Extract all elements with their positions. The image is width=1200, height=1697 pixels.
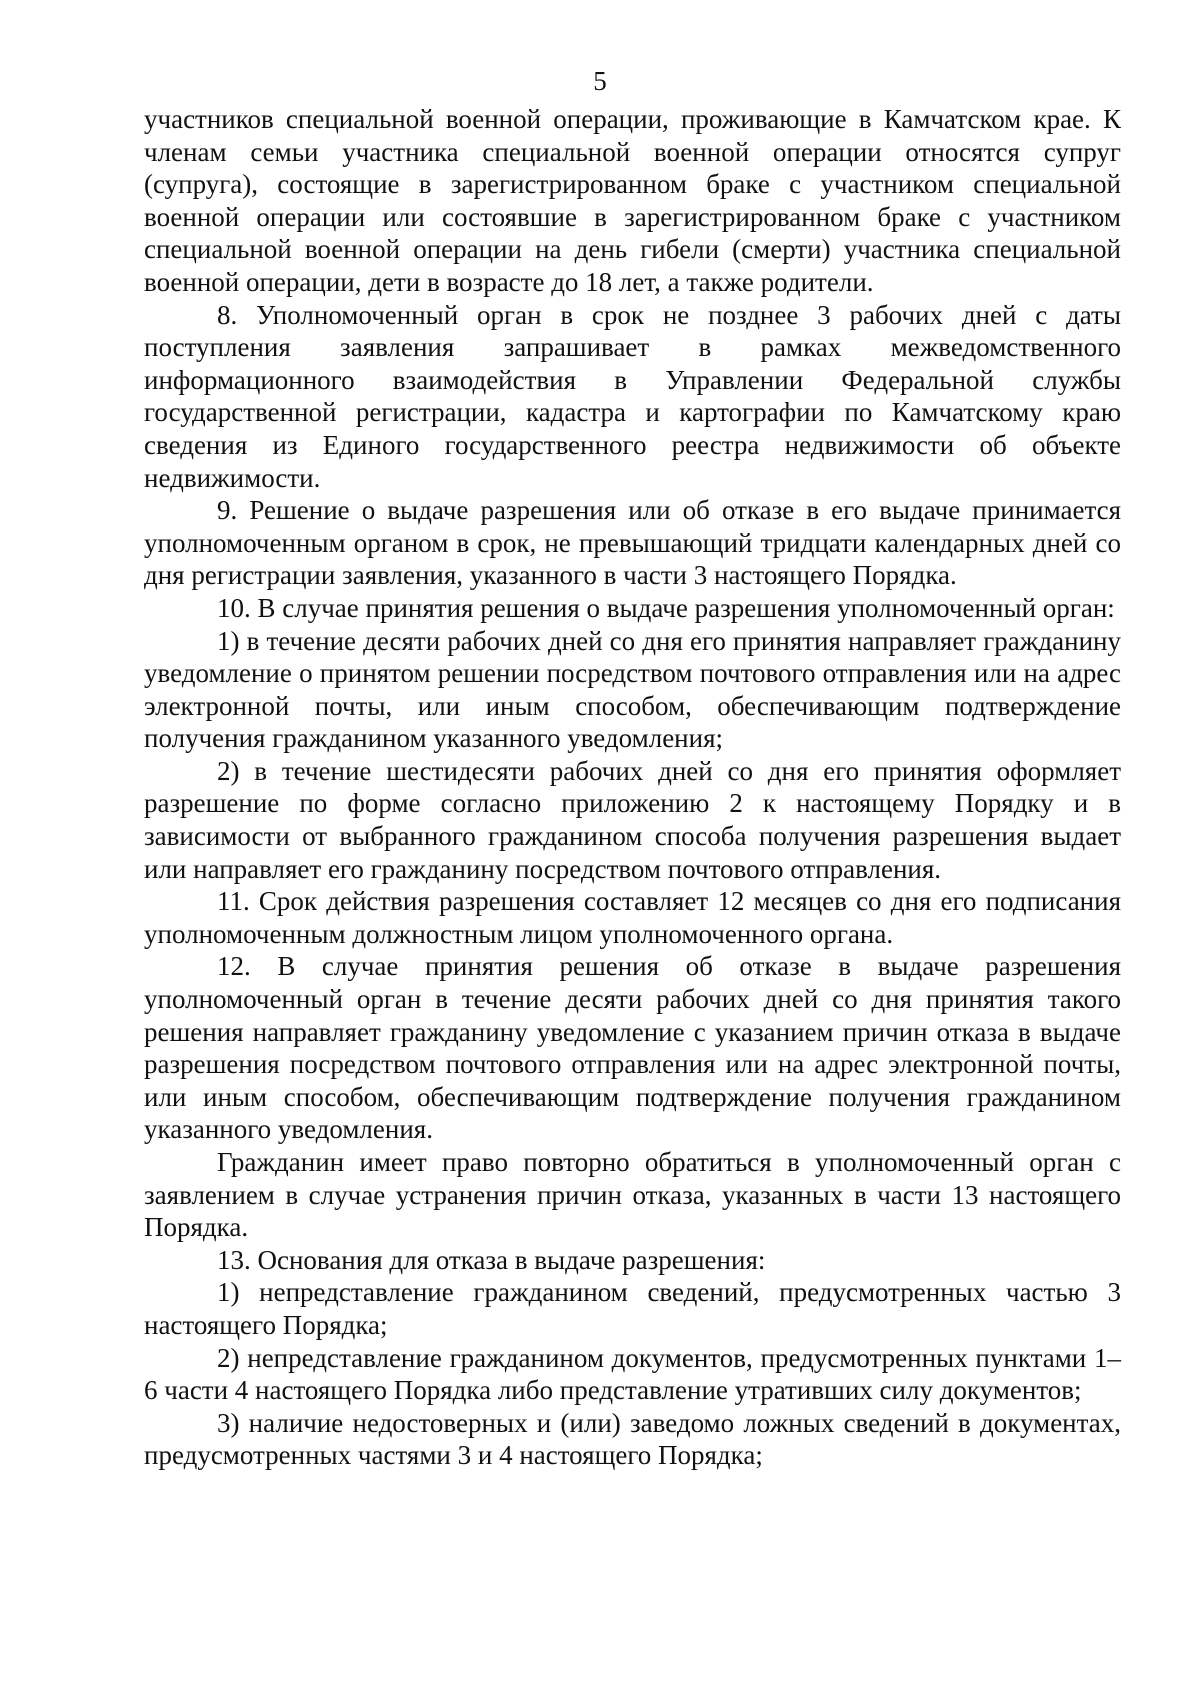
paragraph-reapply: Гражданин имеет право повторно обратиться в уполномоченный орган с заявлением в случае устранения причин отказа, указанных в части 13 настоящего Порядка.	[144, 1147, 1121, 1243]
paragraph-item-8: 8. Уполномоченный орган в срок не позднее 3 рабочих дней с даты поступления заявления запрашивает в рамках межведомственного информационного взаимодействия в Управлении Федеральной службы государственной регистрации, кадастра и картографии по Камчатскому краю сведения из Единого государственного реестра недвижимости об объекте недвижимости.	[144, 299, 1121, 493]
page-number: 5	[593, 66, 607, 96]
paragraph-item-10: 10. В случае принятия решения о выдаче разрешения уполномоченный орган:	[217, 592, 1115, 623]
paragraph-item-13: 13. Основания для отказа в выдаче разрешения:	[217, 1244, 766, 1275]
paragraph-continuation: участников специальной военной операции, проживающие в Камчатском крае. К членам семьи участника специальной военной операции относятся супруг (супруга), состоящие в зарегистрированном браке с участником специальной военной операции или состоявшие в зарегистрированном браке с участником специальной военной операции на день гибели (смерти) участника специальной военной операции, дети в возрасте до 18 лет, а также родители.	[144, 104, 1121, 297]
subparagraph-10-2: 2) в течение шестидесяти рабочих дней со дня его принятия оформляет разрешение по форме согласно приложению 2 к настоящему Порядку и в зависимости от выбранного гражданином способа получения разрешения выдает или направляет его гражданину посредством почтового отправления.	[144, 755, 1121, 884]
subparagraph-13-3: 3) наличие недостоверных и (или) заведомо ложных сведений в документах, предусмотренных частями 3 и 4 настоящего Порядка;	[144, 1407, 1121, 1471]
subparagraph-13-1: 1) непредставление гражданином сведений, предусмотренных частью 3 настоящего Порядка;	[144, 1277, 1121, 1340]
paragraph-item-9: 9. Решение о выдаче разрешения или об отказе в его выдаче принимается уполномоченным органом в срок, не превышающий тридцати календарных дней со дня регистрации заявления, указанного в части 3 настоящего Порядка.	[144, 495, 1121, 591]
subparagraph-10-1: 1) в течение десяти рабочих дней со дня его принятия направляет гражданину уведомление о принятом решении посредством почтового отправления или на адрес электронной почты, или иным способом, обеспечивающим подтверждение получения гражданином указанного уведомления;	[144, 625, 1121, 754]
paragraph-item-11: 11. Срок действия разрешения составляет 12 месяцев со дня его подписания уполномоченным должностным лицом уполномоченного органа.	[144, 886, 1121, 949]
document-body	[144, 103, 1121, 1472]
paragraph-item-12: 12. В случае принятия решения об отказе в выдаче разрешения уполномоченный орган в течение десяти рабочих дней со дня принятия такого решения направляет гражданину уведомление с указанием причин отказа в выдаче разрешения посредством почтового отправления или на адрес электронной почты, или иным способом, обеспечивающим подтверждение получения гражданином указанного уведомления.	[144, 951, 1121, 1145]
subparagraph-13-2: 2) непредставление гражданином документов, предусмотренных пунктами 1–6 части 4 настоящего Порядка либо представление утративших силу документов;	[144, 1342, 1121, 1406]
